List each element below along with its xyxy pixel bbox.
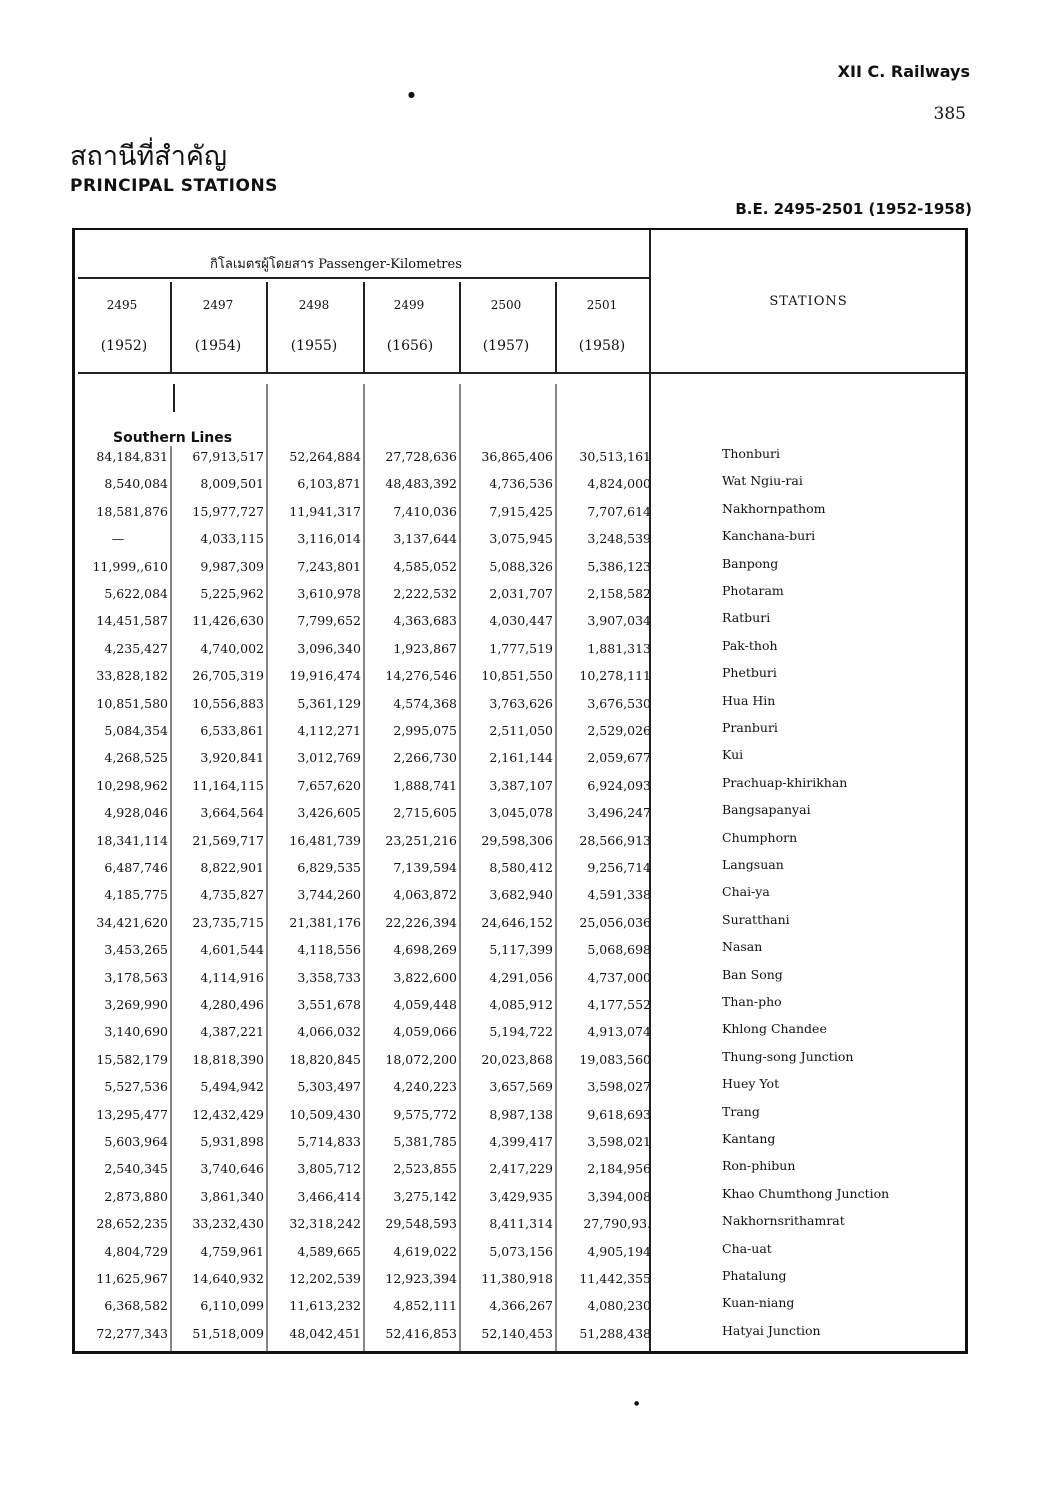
table-cell-2495: 11,625,967 (96, 1271, 168, 1286)
table-row (0, 912, 1040, 939)
table-cell-2498: 3,744,260 (297, 887, 361, 903)
table-cell-2500: 29,598,306 (481, 832, 553, 848)
page-title-thai: สถานีที่สำคัญ (70, 141, 227, 172)
table-cell-2500: 3,045,078 (489, 805, 553, 821)
table-cell-2501: 30,513,161 (579, 449, 651, 464)
table-cell-2500: 3,075,945 (489, 531, 553, 547)
page-number: 385 (933, 104, 966, 124)
table-cell-2497: 23,735,715 (192, 914, 264, 930)
station-name: Phetburi (722, 665, 777, 681)
table-cell-2497: 21,569,717 (192, 832, 264, 848)
station-name: Khao Chumthong Junction (722, 1185, 890, 1201)
table-cell-2501: 4,080,230 (587, 1298, 651, 1314)
year-header-ad-6: (1958) (578, 338, 626, 354)
table-cell-2497: 33,232,430 (192, 1216, 264, 1232)
year-header-ad-5: (1957) (482, 338, 530, 354)
table-cell-2501: 4,824,000 (587, 476, 651, 492)
table-cell-2497: 4,114,916 (200, 969, 264, 985)
table-cell-2500: 5,088,326 (489, 558, 553, 574)
table-cell-2498: 3,096,340 (297, 640, 361, 656)
table-cell-2499: 3,275,142 (393, 1188, 457, 1204)
table-cell-2500: 24,646,152 (481, 914, 553, 930)
year-col-divider-2 (266, 282, 268, 372)
body-col-divider (555, 384, 557, 1352)
table-row (0, 747, 1040, 774)
table-row (0, 775, 1040, 802)
station-name: Than-pho (722, 994, 782, 1009)
table-cell-2501: 6,924,093 (587, 777, 651, 793)
year-header-6: 2501 (586, 298, 618, 312)
table-cell-2501: 11,442,355 (579, 1271, 651, 1286)
table-cell-2499: 14,276,546 (385, 668, 457, 684)
table-cell-2500: 36,865,406 (481, 449, 553, 464)
header-bottom-rule (78, 372, 966, 374)
table-cell-2498: 5,303,497 (297, 1079, 361, 1095)
year-header-4: 2499 (393, 298, 425, 312)
table-cell-2500: 1,777,519 (489, 640, 553, 656)
table-row (0, 720, 1040, 747)
table-cell-2501: 51,288,438 (579, 1325, 651, 1341)
table-cell-2501: 10,278,111 (579, 668, 651, 684)
table-cell-2500: 20,023,868 (481, 1051, 553, 1067)
table-cell-2500: 8,580,412 (489, 860, 553, 875)
table-cell-2499: 3,822,600 (393, 969, 457, 985)
table-cell-2495: 15,582,179 (96, 1051, 168, 1067)
table-cell-2495: 33,828,182 (96, 668, 168, 684)
year-header-ad-4: (1656) (386, 338, 434, 354)
station-name: Bangsapanyai (722, 802, 811, 818)
table-cell-2501: 19,083,560 (579, 1051, 651, 1067)
table-cell-2497: 4,280,496 (200, 997, 264, 1012)
table-row (0, 830, 1040, 857)
table-cell-2497: 8,009,501 (200, 476, 264, 492)
table-cell-2495: 3,140,690 (104, 1024, 168, 1040)
table-cell-2499: 2,715,605 (393, 805, 457, 821)
table-cell-2499: 2,222,532 (393, 586, 457, 601)
table-cell-2498: 5,714,833 (297, 1134, 361, 1149)
table-cell-2500: 2,031,707 (489, 586, 553, 601)
table-cell-2498: 19,916,474 (289, 668, 361, 684)
station-name: Kuan-niang (722, 1295, 795, 1311)
table-cell-2498: 7,799,652 (297, 613, 361, 629)
table-cell-2499: 4,240,223 (393, 1079, 457, 1095)
station-name: Cha-uat (722, 1240, 772, 1256)
table-cell-2495: 4,928,046 (104, 805, 168, 821)
table-cell-2497: 4,735,827 (200, 887, 264, 903)
table-row (0, 994, 1040, 1021)
group-title: กิโลเมตรผู้โดยสาร Passenger-Kilometres (210, 257, 462, 272)
table-cell-2501: 2,158,582 (587, 586, 651, 601)
table-cell-2499: 4,063,872 (393, 887, 457, 903)
table-cell-2498: 4,118,556 (297, 942, 361, 958)
table-cell-2499: 7,139,594 (393, 860, 457, 875)
table-cell-2495: 5,603,964 (104, 1134, 168, 1149)
table-cell-2497: 14,640,932 (192, 1271, 264, 1286)
table-row (0, 693, 1040, 720)
table-cell-2500: 3,657,569 (489, 1079, 553, 1095)
table-cell-2498: 7,657,620 (297, 777, 361, 793)
table-cell-2497: 4,601,544 (200, 942, 264, 958)
table-cell-2498: 3,426,605 (297, 805, 361, 821)
table-cell-2498: 16,481,739 (289, 832, 361, 848)
station-name: Banpong (722, 555, 779, 571)
table-cell-2495: 3,178,563 (104, 969, 168, 985)
table-row (0, 528, 1040, 555)
station-name: Wat Ngiu-rai (722, 473, 803, 489)
station-name: Pranburi (722, 720, 778, 735)
body-col-divider (170, 446, 172, 1352)
table-cell-2498: 18,820,845 (289, 1051, 361, 1067)
station-name: Prachuap-khirikhan (722, 774, 848, 790)
table-cell-2495: 34,421,620 (96, 914, 168, 930)
table-cell-2498: 3,805,712 (297, 1161, 361, 1177)
station-name: Huey Yot (722, 1076, 780, 1092)
station-name: Thung-song Junction (722, 1048, 854, 1064)
table-cell-2495: 84,184,831 (96, 449, 168, 464)
table-cell-2498: 3,116,014 (297, 531, 361, 547)
table-cell-2497: 3,740,646 (200, 1161, 264, 1177)
table-row (0, 501, 1040, 528)
table-cell-2499: 27,728,636 (385, 449, 457, 464)
table-cell-2499: 4,852,111 (393, 1298, 457, 1314)
table-cell-2497: 26,705,319 (192, 668, 264, 684)
body-col-divider (363, 384, 365, 1352)
station-name: Kui (722, 747, 744, 763)
table-cell-2498: 52,264,884 (289, 449, 361, 464)
table-cell-2497: 5,225,962 (200, 586, 264, 601)
table-cell-2497: 6,533,861 (200, 723, 264, 738)
table-row (0, 583, 1040, 610)
table-row (0, 1323, 1040, 1350)
table-cell-2498: 32,318,242 (289, 1216, 361, 1232)
table-cell-2498: 3,012,769 (297, 750, 361, 766)
table-cell-2495: 72,277,343 (96, 1325, 168, 1341)
table-cell-2495: 28,652,235 (96, 1216, 168, 1232)
table-row (0, 857, 1040, 884)
table-cell-2501: 4,737,000 (587, 969, 651, 985)
page-title: PRINCIPAL STATIONS (70, 176, 278, 196)
table-cell-2498: 6,103,871 (297, 476, 361, 492)
table-cell-2501: 5,386,123 (587, 558, 651, 574)
table-cell-2500: 4,085,912 (489, 997, 553, 1012)
table-cell-2498: 12,202,539 (289, 1271, 361, 1286)
table-cell-2498: 4,066,032 (297, 1024, 361, 1040)
table-cell-2497: 4,759,961 (200, 1243, 264, 1259)
table-cell-2499: 4,585,052 (393, 558, 457, 574)
body-col-divider-start (173, 384, 175, 412)
table-cell-2497: 51,518,009 (192, 1325, 264, 1341)
stations-column-header: STATIONS (769, 294, 848, 309)
table-cell-2498: 6,829,535 (297, 860, 361, 875)
table-cell-2497: 6,110,099 (200, 1298, 264, 1314)
table-cell-2499: 12,923,394 (385, 1271, 457, 1286)
table-cell-2499: 48,483,392 (385, 476, 457, 492)
station-name: Pak-thoh (722, 637, 778, 653)
table-cell-2500: 2,161,144 (489, 750, 553, 766)
table-cell-2500: 52,140,453 (481, 1325, 553, 1341)
table-cell-2500: 2,417,229 (489, 1161, 553, 1177)
table-row (0, 967, 1040, 994)
table-cell-2498: 3,466,414 (297, 1188, 361, 1204)
table-cell-2499: 3,137,644 (393, 531, 457, 547)
table-cell-2499: 1,888,741 (393, 777, 457, 793)
table-cell-2498: 21,381,176 (289, 914, 361, 930)
table-cell-2499: 4,363,683 (393, 613, 457, 629)
table-row (0, 1158, 1040, 1185)
table-cell-2497: 12,432,429 (192, 1106, 264, 1122)
table-cell-2500: 4,291,056 (489, 969, 553, 985)
table-row (0, 1268, 1040, 1295)
table-cell-2500: 4,399,417 (489, 1134, 553, 1149)
table-cell-2497: 3,664,564 (200, 805, 264, 821)
year-col-divider-3 (363, 282, 365, 372)
table-cell-2501: 3,496,247 (587, 805, 651, 821)
table-cell-2498: 5,361,129 (297, 695, 361, 711)
table-cell-2500: 8,411,314 (489, 1216, 553, 1232)
table-cell-2501: 3,394,008 (587, 1188, 651, 1204)
table-cell-2500: 5,117,399 (489, 942, 553, 958)
table-row (0, 884, 1040, 911)
table-row (0, 939, 1040, 966)
table-cell-2497: 11,426,630 (192, 613, 264, 629)
table-cell-2501: 25,056,036 (579, 914, 651, 930)
table-cell-2499: 4,059,448 (393, 997, 457, 1012)
table-cell-2499: 4,698,269 (393, 942, 457, 958)
table-cell-2497: 3,920,841 (200, 750, 264, 766)
year-col-divider-1 (170, 282, 172, 372)
table-cell-2501: 4,913,074 (587, 1024, 651, 1040)
table-cell-2500: 7,915,425 (489, 503, 553, 519)
table-cell-2495: 4,185,775 (104, 887, 168, 903)
table-cell-2498: 3,358,733 (297, 969, 361, 985)
table-cell-2498: 4,589,665 (297, 1243, 361, 1259)
table-cell-2501: 4,177,552 (587, 997, 651, 1012)
station-name: Ratburi (722, 610, 771, 626)
speck-mark: ● (408, 90, 415, 99)
period-label: B.E. 2495-2501 (1952-1958) (735, 200, 972, 218)
table-cell-2495: 10,851,580 (96, 695, 168, 711)
table-row (0, 1131, 1040, 1158)
table-cell-2500: 5,194,722 (489, 1024, 553, 1040)
station-name: Kanchana-buri (722, 528, 816, 544)
station-name: Kantang (722, 1131, 776, 1146)
table-cell-2501: 5,068,698 (587, 942, 651, 958)
table-cell-2495: 2,873,880 (104, 1188, 168, 1204)
table-row (0, 1021, 1040, 1048)
station-name: Hatyai Junction (722, 1322, 821, 1338)
table-cell-2499: 52,416,853 (385, 1325, 457, 1341)
table-cell-2501: 2,059,677 (587, 750, 651, 766)
year-header-2: 2497 (202, 298, 234, 312)
body-col-divider (459, 384, 461, 1352)
table-cell-2495: 5,084,354 (104, 723, 168, 738)
table-cell-2497: 4,387,221 (200, 1024, 264, 1040)
table-cell-2495: 2,540,345 (104, 1161, 168, 1177)
station-name: Langsuan (722, 857, 784, 872)
table-row (0, 446, 1040, 473)
table-cell-2495: 4,268,525 (104, 750, 168, 766)
table-row (0, 1213, 1040, 1240)
table-cell-2501: 3,248,539 (587, 531, 651, 547)
table-row (0, 802, 1040, 829)
table-cell-2497: 4,740,002 (200, 640, 264, 656)
table-cell-2501: 27,790,93. (583, 1216, 651, 1232)
year-header-ad-2: (1954) (194, 338, 242, 354)
year-col-divider-4 (459, 282, 461, 372)
table-cell-2495: 6,487,746 (104, 860, 168, 875)
table-cell-2500: 4,366,267 (489, 1298, 553, 1314)
table-row (0, 610, 1040, 637)
table-cell-2500: 5,073,156 (489, 1243, 553, 1259)
station-name: Chumphorn (722, 829, 798, 845)
table-cell-2495: — (111, 531, 125, 547)
table-row (0, 1241, 1040, 1268)
table-cell-2498: 11,613,232 (289, 1298, 361, 1314)
table-cell-2501: 4,591,338 (587, 887, 651, 903)
table-cell-2499: 1,923,867 (393, 640, 457, 656)
table-cell-2497: 5,494,942 (200, 1079, 264, 1095)
table-cell-2500: 4,030,447 (489, 613, 553, 629)
table-cell-2500: 4,736,536 (489, 476, 553, 492)
table-cell-2495: 14,451,587 (96, 613, 168, 629)
station-name: Trang (722, 1103, 760, 1119)
table-cell-2497: 9,987,309 (200, 558, 264, 574)
table-cell-2497: 11,164,115 (192, 777, 264, 793)
section-heading-southern-lines: Southern Lines (113, 430, 233, 446)
station-name: Nakhornpathom (722, 500, 826, 516)
table-cell-2499: 29,548,593 (385, 1216, 457, 1232)
year-header-ad-1: (1952) (100, 338, 148, 354)
table-cell-2500: 11,380,918 (481, 1271, 553, 1286)
table-cell-2495: 11,999,,610 (92, 558, 168, 574)
table-cell-2501: 2,184,956 (587, 1161, 651, 1177)
year-col-divider-5 (555, 282, 557, 372)
table-cell-2497: 67,913,517 (192, 449, 264, 464)
table-cell-2501: 3,598,027 (587, 1079, 651, 1095)
table-cell-2495: 5,527,536 (104, 1079, 168, 1095)
station-name: Ban Song (722, 966, 783, 982)
table-cell-2501: 9,256,714 (587, 860, 651, 875)
table-cell-2501: 4,905,194 (587, 1243, 651, 1259)
section-label: XII C. Railways (837, 62, 970, 81)
table-cell-2498: 48,042,451 (289, 1325, 361, 1341)
table-row (0, 1076, 1040, 1103)
table-cell-2495: 3,453,265 (104, 942, 168, 958)
table-cell-2495: 18,341,114 (96, 832, 168, 848)
table-cell-2495: 8,540,084 (104, 476, 168, 492)
table-cell-2499: 7,410,036 (393, 503, 457, 519)
table-cell-2501: 9,618,693 (587, 1106, 651, 1122)
table-cell-2500: 3,429,935 (489, 1188, 553, 1204)
table-cell-2495: 4,804,729 (104, 1243, 168, 1259)
table-cell-2498: 3,551,678 (297, 997, 361, 1012)
station-name: Nakhornsrithamrat (722, 1213, 845, 1229)
table-cell-2501: 7,707,614 (587, 503, 651, 519)
body-col-divider (266, 384, 268, 1352)
station-name: Chai-ya (722, 884, 770, 900)
year-header-5: 2500 (490, 298, 522, 312)
table-cell-2498: 3,610,978 (297, 586, 361, 601)
table-cell-2495: 18,581,876 (96, 503, 168, 519)
table-cell-2499: 9,575,772 (393, 1106, 457, 1122)
table-cell-2501: 28,566,913 (579, 832, 651, 848)
table-cell-2501: 3,907,034 (587, 613, 651, 629)
station-name: Photaram (722, 583, 784, 598)
group-title-underline (78, 277, 649, 279)
table-cell-2497: 10,556,883 (192, 695, 264, 711)
table-cell-2495: 6,368,582 (104, 1298, 168, 1314)
table-cell-2498: 10,509,430 (289, 1106, 361, 1122)
table-cell-2500: 3,763,626 (489, 695, 553, 711)
table-row (0, 1049, 1040, 1076)
table-cell-2500: 3,387,107 (489, 777, 553, 793)
table-cell-2497: 4,033,115 (200, 531, 264, 547)
table-row (0, 1104, 1040, 1131)
table-row (0, 556, 1040, 583)
table-cell-2499: 23,251,216 (385, 832, 457, 848)
table-cell-2501: 2,529,026 (587, 723, 651, 738)
table-cell-2495: 5,622,084 (104, 586, 168, 601)
year-header-1: 2495 (106, 298, 138, 312)
station-name: Phatalung (722, 1268, 787, 1283)
table-cell-2499: 2,523,855 (393, 1161, 457, 1177)
table-cell-2497: 18,818,390 (192, 1051, 264, 1067)
table-cell-2499: 4,619,022 (393, 1243, 457, 1259)
table-cell-2499: 18,072,200 (385, 1051, 457, 1067)
table-cell-2499: 5,381,785 (393, 1134, 457, 1149)
table-cell-2495: 4,235,427 (104, 640, 168, 656)
table-cell-2500: 3,682,940 (489, 887, 553, 903)
table-cell-2499: 2,995,075 (393, 723, 457, 738)
table-row (0, 1186, 1040, 1213)
table-cell-2501: 3,598,021 (587, 1134, 651, 1149)
speck-mark-bottom: ● (634, 1400, 640, 1407)
table-cell-2499: 22,226,394 (385, 914, 457, 930)
station-name: Thonburi (722, 446, 780, 461)
table-cell-2495: 13,295,477 (96, 1106, 168, 1122)
table-cell-2499: 4,574,368 (393, 695, 457, 711)
station-name: Ron-phibun (722, 1158, 796, 1174)
table-cell-2497: 8,822,901 (200, 860, 264, 875)
table-cell-2497: 15,977,727 (192, 503, 264, 519)
table-cell-2495: 3,269,990 (104, 997, 168, 1012)
station-name: Suratthani (722, 911, 790, 927)
table-cell-2497: 5,931,898 (200, 1134, 264, 1149)
table-cell-2495: 10,298,962 (96, 777, 168, 793)
table-cell-2500: 8,987,138 (489, 1106, 553, 1122)
table-cell-2500: 10,851,550 (481, 668, 553, 684)
station-name: Nasan (722, 939, 763, 955)
table-cell-2499: 2,266,730 (393, 750, 457, 766)
year-header-3: 2498 (298, 298, 330, 312)
table-row (0, 638, 1040, 665)
table-cell-2498: 4,112,271 (297, 723, 361, 738)
table-row (0, 1295, 1040, 1322)
table-cell-2498: 11,941,317 (289, 503, 361, 519)
year-header-ad-3: (1955) (290, 338, 338, 354)
station-name: Hua Hin (722, 692, 776, 708)
table-cell-2497: 3,861,340 (200, 1188, 264, 1204)
table-cell-2501: 3,676,530 (587, 695, 651, 711)
station-name: Khlong Chandee (722, 1021, 827, 1037)
table-cell-2499: 4,059,066 (393, 1024, 457, 1040)
table-row (0, 473, 1040, 500)
table-cell-2498: 7,243,801 (297, 558, 361, 574)
table-cell-2501: 1,881,313 (587, 640, 651, 656)
table-row (0, 665, 1040, 692)
table-cell-2500: 2,511,050 (489, 723, 553, 738)
